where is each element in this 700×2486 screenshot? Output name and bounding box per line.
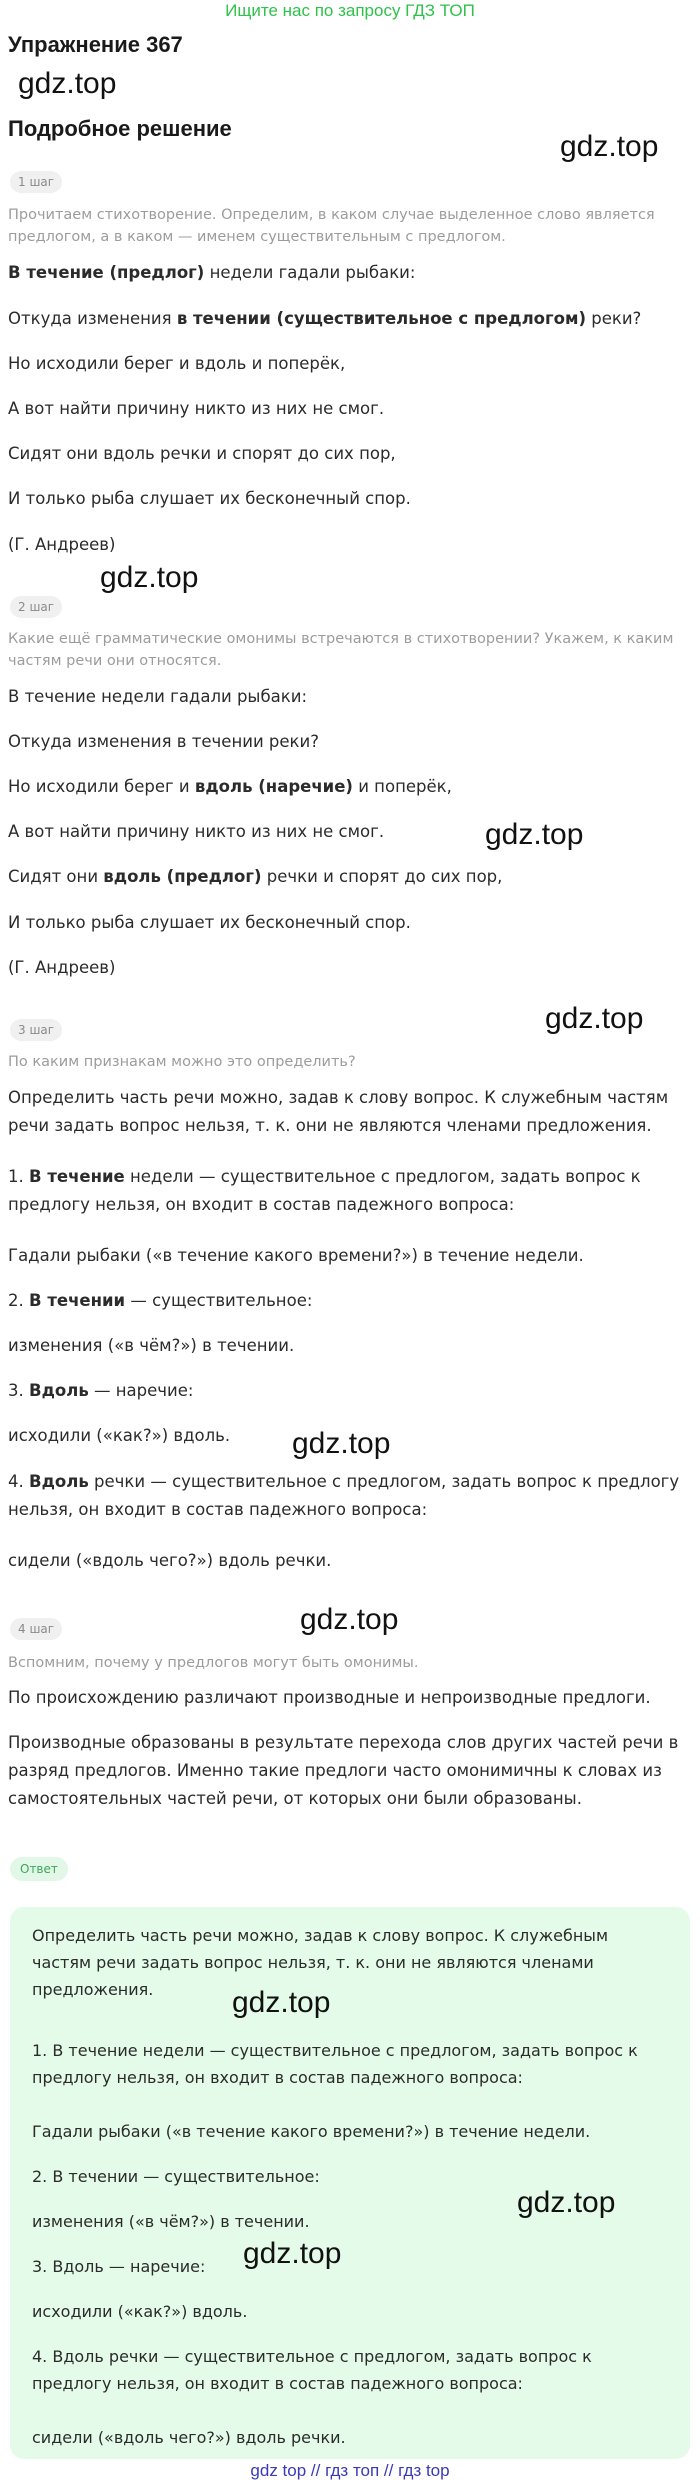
step-3-item-3-example: исходили («как?») вдоль. [8, 1426, 231, 1445]
step-1-line-6: И только рыба слушает их бесконечный спор. [8, 489, 411, 508]
line-text: Сидят они [8, 867, 104, 886]
step-1-author: (Г. Андреев) [8, 535, 116, 554]
item-number: 3. [8, 1381, 29, 1400]
step-3-item-3 [8, 1377, 688, 1405]
bold-term: Вдоль [29, 1472, 89, 1491]
watermark: gdz.top [292, 1427, 391, 1460]
step-4-badge: 4 шаг [10, 1618, 62, 1640]
watermark: gdz.top [243, 2237, 342, 2270]
watermark: gdz.top [300, 1603, 399, 1636]
bold-term: В течение (предлог) [8, 263, 205, 282]
exercise-title: Упражнение 367 [8, 32, 183, 57]
answer-item-3: 3. Вдоль — наречие: [32, 2257, 206, 2276]
step-1-line-2 [8, 305, 688, 333]
answer-item-1: 1. В течение недели — существительное с предлогом, задать вопрос к предлогу нельзя, он входит в состав падежного вопроса: [32, 2041, 638, 2087]
step-2-line-2: Откуда изменения в течении реки? [8, 732, 319, 751]
step-1-line-3: Но исходили берег и вдоль и поперёк, [8, 354, 346, 373]
step-4-paragraph-1: По происхождению различают производные и непроизводные предлоги. [8, 1688, 651, 1707]
bold-term: Вдоль [29, 1381, 89, 1400]
step-2-line-6: И только рыба слушает их бесконечный спор. [8, 913, 411, 932]
answer-badge: Ответ [10, 1857, 68, 1881]
watermark: gdz.top [545, 1002, 644, 1035]
step-2-author: (Г. Андреев) [8, 958, 116, 977]
item-number: 2. [8, 1291, 29, 1310]
answer-intro: Определить часть речи можно, задав к слову вопрос. К служебным частям речи задать вопрос нельзя, т. к. они не являются членами предложения. [32, 1926, 609, 1999]
step-2-question: Какие ещё грамматические омонимы встречаются в стихотворении? Укажем, к каким частям речи они относятся. [8, 631, 674, 669]
line-text: реки? [586, 309, 642, 328]
solution-title: Подробное решение [8, 116, 232, 141]
step-1-line-5: Сидят они вдоль речки и спорят до сих пор, [8, 444, 396, 463]
step-1-question: Прочитаем стихотворение. Определим, в каком случае выделенное слово является предлогом, а в каком — именем существительным с предлогом. [8, 207, 655, 245]
watermark: gdz.top [560, 130, 659, 163]
item-text: — существительное: [125, 1291, 313, 1310]
step-3-item-1 [8, 1163, 688, 1219]
step-3-item-1-example: Гадали рыбаки («в течение какого времени?») в течение недели. [8, 1246, 584, 1265]
step-3-item-4-example: сидели («вдоль чего?») вдоль речки. [8, 1551, 332, 1570]
bold-term: вдоль (наречие) [194, 777, 353, 796]
line-text: речки и спорят до сих пор, [261, 867, 503, 886]
watermark: gdz.top [18, 67, 117, 100]
item-text: — наречие: [88, 1381, 194, 1400]
line-text: Откуда изменения [8, 309, 177, 328]
watermark: gdz.top [485, 818, 584, 851]
step-3-badge: 3 шаг [10, 1019, 62, 1041]
step-2-line-5 [8, 863, 688, 891]
line-text: Но исходили берег и [8, 777, 195, 796]
answer-item-4: 4. Вдоль речки — существительное с предлогом, задать вопрос к предлогу нельзя, он входит в состав падежного вопроса: [32, 2347, 592, 2393]
bold-term: вдоль (предлог) [103, 867, 262, 886]
step-4-paragraph-2: Производные образованы в результате перехода слов других частей речи в разряд предлогов. Именно такие предлоги часто омонимичны к словах из самостоятельных частей речи, от которых они были образованы. [8, 1733, 679, 1808]
step-2-line-4: А вот найти причину никто из них не смог. [8, 822, 385, 841]
step-4-question: Вспомним, почему у предлогов могут быть омонимы. [8, 1655, 419, 1671]
bold-term: В течение [29, 1167, 125, 1186]
line-text: недели гадали рыбаки: [204, 263, 416, 282]
item-text: речки — существительное с предлогом, задать вопрос к предлогу нельзя, он входит в состав падежного вопроса: [8, 1472, 680, 1519]
bottom-links[interactable]: gdz top // гдз топ // гдз top [250, 2461, 450, 2480]
watermark: gdz.top [100, 561, 199, 594]
item-text: недели — существительное с предлогом, задать вопрос к предлогу нельзя, он входит в состав падежного вопроса: [8, 1167, 641, 1214]
watermark: gdz.top [517, 2186, 616, 2219]
top-banner[interactable]: Ищите нас по запросу ГДЗ ТОП [225, 1, 475, 20]
step-2-line-3 [8, 773, 688, 801]
answer-item-2-example: изменения («в чём?») в течении. [32, 2212, 310, 2231]
answer-item-4-example: сидели («вдоль чего?») вдоль речки. [32, 2428, 346, 2447]
step-3-item-2-example: изменения («в чём?») в течении. [8, 1336, 295, 1355]
step-1-line-1 [8, 259, 688, 287]
answer-item-3-example: исходили («как?») вдоль. [32, 2302, 248, 2321]
answer-item-2: 2. В течении — существительное: [32, 2167, 320, 2186]
bold-term: в течении (существительное с предлогом) [176, 309, 586, 328]
watermark: gdz.top [232, 1986, 331, 2019]
step-3-item-4 [8, 1468, 688, 1524]
step-2-badge: 2 шаг [10, 596, 62, 618]
step-2-line-1: В течение недели гадали рыбаки: [8, 687, 307, 706]
step-1-badge: 1 шаг [10, 171, 62, 193]
step-3-item-2 [8, 1287, 688, 1315]
line-text: и поперёк, [352, 777, 452, 796]
bold-term: В течении [29, 1291, 126, 1310]
step-3-intro: Определить часть речи можно, задав к слову вопрос. К служебным частям речи задать вопрос нельзя, т. к. они не являются членами предложения. [8, 1088, 669, 1135]
answer-item-1-example: Гадали рыбаки («в течение какого времени?») в течение недели. [32, 2122, 591, 2141]
item-number: 4. [8, 1472, 29, 1491]
item-number: 1. [8, 1167, 29, 1186]
step-3-question: По каким признакам можно это определить? [8, 1054, 356, 1070]
step-1-line-4: А вот найти причину никто из них не смог. [8, 399, 385, 418]
